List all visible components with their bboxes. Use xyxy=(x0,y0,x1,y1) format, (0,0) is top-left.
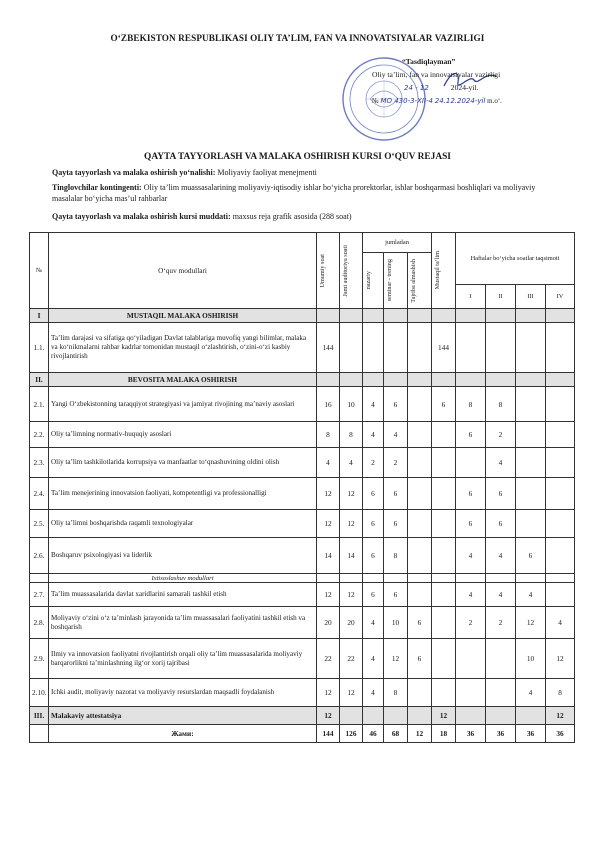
totals-row xyxy=(30,725,575,743)
col-total: Umumiy soat xyxy=(317,233,340,309)
row-w2: 6 xyxy=(486,478,516,510)
meta-direction xyxy=(52,167,562,178)
contingent-value: Oliy ta’lim muassasalarining moliyaviy-iqtisodiy ishlar bo‘yicha prorektorlar, ishlar boshqarmasi boshliqlari va moliyaviy masalalar bo‘yicha mas’ul rahbarlar xyxy=(52,183,536,203)
row-w4 xyxy=(546,538,575,574)
row-w1: 8 xyxy=(456,387,486,422)
row-indep: 6 xyxy=(432,387,456,422)
row-name: Ta’lim menejerining innovatsion faoliyati, kompetentligi va professionalligi xyxy=(49,478,317,510)
row-seminar: 6 xyxy=(384,510,408,538)
subheading: Ixtisoslashuv modullari xyxy=(49,574,317,583)
row-w1: 4 xyxy=(456,538,486,574)
approval-ministry: Oliy ta’lim, fan va innovatsiyalar vazirligi xyxy=(372,70,501,79)
table-row xyxy=(30,448,575,478)
totals-w2: 36 xyxy=(486,725,516,743)
row-total: 4 xyxy=(317,448,340,478)
row-w4: 8 xyxy=(546,679,575,707)
row-theory: 4 xyxy=(363,607,384,639)
row-seminar: 6 xyxy=(384,583,408,607)
row-w2 xyxy=(486,639,516,679)
row-aud: 10 xyxy=(340,387,363,422)
row-total: 12 xyxy=(317,583,340,607)
reg-date: 24.12.2024-yil xyxy=(434,97,486,105)
row-seminar: 4 xyxy=(384,422,408,448)
row-num: 2.7. xyxy=(30,583,49,607)
totals-practice: 12 xyxy=(408,725,432,743)
row-w3 xyxy=(516,510,546,538)
row-name: Oliy ta’limni boshqarishda raqamli texnologiyalar xyxy=(49,510,317,538)
row-w4 xyxy=(546,448,575,478)
row-theory: 2 xyxy=(363,448,384,478)
row-num: 2.2. xyxy=(30,422,49,448)
subheading-row xyxy=(30,574,575,583)
row-total: 8 xyxy=(317,422,340,448)
row-indep xyxy=(432,422,456,448)
row-seminar: 12 xyxy=(384,639,408,679)
row-w2: 4 xyxy=(486,538,516,574)
row-total: 20 xyxy=(317,607,340,639)
row-name: Ichki audit, moliyaviy nazorat va moliyaviy resurslardan maqsadli foydalanish xyxy=(49,679,317,707)
totals-indep: 18 xyxy=(432,725,456,743)
contingent-label: Tinglovchilar kontingenti: xyxy=(52,183,142,192)
document-title: QAYTA TAYYORLASH VA MALAKA OSHIRISH KURSI O‘QUV REJASI xyxy=(144,152,451,162)
row-aud: 4 xyxy=(340,448,363,478)
section-row xyxy=(30,373,575,387)
row-w3 xyxy=(516,323,546,373)
totals-w4: 36 xyxy=(546,725,575,743)
direction-value: Moliyaviy faoliyat menejmenti xyxy=(215,168,317,177)
col-weeks: Haftalar bo‘yicha soatlar taqsimoti xyxy=(456,233,575,285)
row-num: 2.9. xyxy=(30,639,49,679)
row-num: 2.8. xyxy=(30,607,49,639)
row-theory: 6 xyxy=(363,538,384,574)
row-w2: 8 xyxy=(486,387,516,422)
row-indep xyxy=(432,639,456,679)
row-w2: 4 xyxy=(486,448,516,478)
approval-date xyxy=(372,81,572,95)
row-w4 xyxy=(546,478,575,510)
meta-duration xyxy=(52,211,562,222)
row-w4: 12 xyxy=(546,707,575,725)
row-w2: 2 xyxy=(486,422,516,448)
row-aud: 14 xyxy=(340,538,363,574)
row-w2: 2 xyxy=(486,607,516,639)
row-name: Ta’lim muassasalarida davlat xaridlarini samarali tashkil etish xyxy=(49,583,317,607)
row-practice xyxy=(408,538,432,574)
row-total: 14 xyxy=(317,538,340,574)
row-theory: 4 xyxy=(363,679,384,707)
totals-label: Жами: xyxy=(49,725,317,743)
row-total: 144 xyxy=(317,323,340,373)
row-theory: 4 xyxy=(363,422,384,448)
row-practice: 6 xyxy=(408,607,432,639)
totals-total: 144 xyxy=(317,725,340,743)
table-row xyxy=(30,510,575,538)
col-independent: Mustaqil ta’lim xyxy=(432,233,456,309)
row-practice xyxy=(408,448,432,478)
row-w4 xyxy=(546,387,575,422)
row-aud: 20 xyxy=(340,607,363,639)
col-practice: Tajriba almashish xyxy=(408,253,432,309)
row-num: 2.6. xyxy=(30,538,49,574)
row-w1 xyxy=(456,639,486,679)
row-practice: 6 xyxy=(408,639,432,679)
curriculum-table xyxy=(29,232,575,743)
table-row xyxy=(30,583,575,607)
table-row xyxy=(30,607,575,639)
row-w2 xyxy=(486,323,516,373)
row-w3 xyxy=(516,478,546,510)
row-theory: 6 xyxy=(363,583,384,607)
row-num: 2.4. xyxy=(30,478,49,510)
table-row xyxy=(30,422,575,448)
row-w1: 6 xyxy=(456,478,486,510)
col-modules: O‘quv modullari xyxy=(49,233,317,309)
reg-prefix: № xyxy=(372,97,379,105)
row-total: 12 xyxy=(317,478,340,510)
row-practice xyxy=(408,387,432,422)
row-theory: 6 xyxy=(363,478,384,510)
row-aud: 12 xyxy=(340,679,363,707)
approval-block xyxy=(372,55,572,108)
row-aud: 8 xyxy=(340,422,363,448)
col-week-3: III xyxy=(516,285,546,309)
row-num: 2.3. xyxy=(30,448,49,478)
row-seminar xyxy=(384,323,408,373)
row-indep xyxy=(432,510,456,538)
row-indep xyxy=(432,679,456,707)
row-w3 xyxy=(516,422,546,448)
row-indep xyxy=(432,448,456,478)
row-practice xyxy=(408,510,432,538)
section-title: BEVOSITA MALAKA OSHIRISH xyxy=(49,373,317,387)
row-w4 xyxy=(546,323,575,373)
col-num: № xyxy=(30,233,49,309)
table-row xyxy=(30,323,575,373)
row-w3: 10 xyxy=(516,639,546,679)
row-w3: 12 xyxy=(516,607,546,639)
table-row xyxy=(30,387,575,422)
col-week-4: IV xyxy=(546,285,575,309)
table-row xyxy=(30,679,575,707)
row-indep xyxy=(432,478,456,510)
row-name: Ilmiy va innovatsion faoliyatni rivojlantirish orqali oliy ta’lim muassasalarida moliyaviy barqarorlikni ta’minlashning ilg‘or xorij tajribasi xyxy=(49,639,317,679)
row-theory: 4 xyxy=(363,387,384,422)
col-week-2: II xyxy=(486,285,516,309)
row-total: 16 xyxy=(317,387,340,422)
row-w3: 4 xyxy=(516,583,546,607)
row-num: 2.1. xyxy=(30,387,49,422)
row-w1: 4 xyxy=(456,583,486,607)
row-w4 xyxy=(546,422,575,448)
row-practice xyxy=(408,583,432,607)
row-name: Oliy ta’lim tashkilotlarida korrupsiya va manfaatlar to‘qnashuvining oldini olish xyxy=(49,448,317,478)
row-w3 xyxy=(516,387,546,422)
row-practice xyxy=(408,422,432,448)
section-row xyxy=(30,707,575,725)
row-aud: 12 xyxy=(340,478,363,510)
row-practice xyxy=(408,323,432,373)
section-title: Malakaviy attestatsiya xyxy=(49,707,317,725)
row-total: 12 xyxy=(317,510,340,538)
row-seminar: 10 xyxy=(384,607,408,639)
row-seminar: 8 xyxy=(384,538,408,574)
row-w1 xyxy=(456,323,486,373)
row-theory xyxy=(363,323,384,373)
table-row xyxy=(30,538,575,574)
row-aud: 22 xyxy=(340,639,363,679)
row-w4: 12 xyxy=(546,639,575,679)
row-theory: 6 xyxy=(363,510,384,538)
row-num: 2.10. xyxy=(30,679,49,707)
approval-year: 2024-yil. xyxy=(450,83,479,92)
reg-suffix: m.o‘. xyxy=(487,97,502,105)
row-w1: 6 xyxy=(456,422,486,448)
approval-date-handwritten: 24 - 12 xyxy=(404,84,429,92)
row-w4 xyxy=(546,583,575,607)
row-w1: 6 xyxy=(456,510,486,538)
row-w1 xyxy=(456,448,486,478)
row-w4 xyxy=(546,510,575,538)
col-seminar: seminar - trening xyxy=(384,253,408,309)
row-practice xyxy=(408,478,432,510)
section-num: I xyxy=(30,309,49,323)
meta-contingent xyxy=(52,182,562,204)
col-theory: nazariy xyxy=(363,253,384,309)
row-name: Yangi O‘zbekistonning taraqqiyot strategiyasi va jamiyat rivojining ma’naviy asoslari xyxy=(49,387,317,422)
totals-w1: 36 xyxy=(456,725,486,743)
row-seminar: 8 xyxy=(384,679,408,707)
col-auditorium: Jami auditoriya soati xyxy=(340,233,363,309)
approval-registration xyxy=(372,95,572,108)
row-w3 xyxy=(516,448,546,478)
col-week-1: I xyxy=(456,285,486,309)
row-num: 1.1. xyxy=(30,323,49,373)
row-name: Boshqaruv psixologiyasi va liderlik xyxy=(49,538,317,574)
row-w1: 2 xyxy=(456,607,486,639)
row-total: 12 xyxy=(317,707,340,725)
section-num: II. xyxy=(30,373,49,387)
direction-label: Qayta tayyorlash va malaka oshirish yo‘nalishi: xyxy=(52,168,216,177)
duration-label: Qayta tayyorlash va malaka oshirish kursi muddati: xyxy=(52,212,231,221)
row-aud: 12 xyxy=(340,510,363,538)
totals-theory: 46 xyxy=(363,725,384,743)
row-seminar: 6 xyxy=(384,478,408,510)
row-w3: 4 xyxy=(516,679,546,707)
row-name: Ta’lim darajasi va sifatiga qo‘yiladigan Davlat talablariga muvofiq yangi bilimlar, malaka va ko‘nikmalarni rahbar kadrlar tomonidan mustaqil o‘zlashtirish, o‘zini-o‘zi kasbiy rivojlantirish xyxy=(49,323,317,373)
row-aud: 12 xyxy=(340,583,363,607)
row-theory: 4 xyxy=(363,639,384,679)
row-w2: 4 xyxy=(486,583,516,607)
row-practice xyxy=(408,679,432,707)
col-including: jumladan xyxy=(363,233,432,253)
row-indep xyxy=(432,538,456,574)
row-w1 xyxy=(456,679,486,707)
row-indep xyxy=(432,607,456,639)
row-w4: 4 xyxy=(546,607,575,639)
row-total: 22 xyxy=(317,639,340,679)
row-total: 12 xyxy=(317,679,340,707)
totals-aud: 126 xyxy=(340,725,363,743)
row-aud xyxy=(340,323,363,373)
row-seminar: 2 xyxy=(384,448,408,478)
row-indep: 12 xyxy=(432,707,456,725)
section-num: III. xyxy=(30,707,49,725)
row-indep: 144 xyxy=(432,323,456,373)
section-row xyxy=(30,309,575,323)
row-seminar: 6 xyxy=(384,387,408,422)
row-w3: 6 xyxy=(516,538,546,574)
totals-w3: 36 xyxy=(516,725,546,743)
reg-number: МО 430-3-ХII-4 xyxy=(380,97,433,105)
ministry-name: O‘ZBEKISTON RESPUBLIKASI OLIY TA’LIM, FAN VA INNOVATSIYALAR VAZIRLIGI xyxy=(110,33,485,43)
table-row xyxy=(30,639,575,679)
row-name: Moliyaviy o‘zini o‘z ta’minlash jarayonida ta’lim muassasalari faoliyatini tashkil etish va boshqarish xyxy=(49,607,317,639)
table-row xyxy=(30,478,575,510)
row-indep xyxy=(432,583,456,607)
duration-value: maxsus reja grafik asosida (288 soat) xyxy=(230,212,352,221)
row-num: 2.5. xyxy=(30,510,49,538)
row-w2 xyxy=(486,679,516,707)
row-name: Oliy ta’limning normativ-huquqiy asoslari xyxy=(49,422,317,448)
approval-title: “Tasdiqlayman” xyxy=(402,57,456,66)
section-title: MUSTAQIL MALAKA OSHIRISH xyxy=(49,309,317,323)
totals-seminar: 68 xyxy=(384,725,408,743)
row-w2: 6 xyxy=(486,510,516,538)
